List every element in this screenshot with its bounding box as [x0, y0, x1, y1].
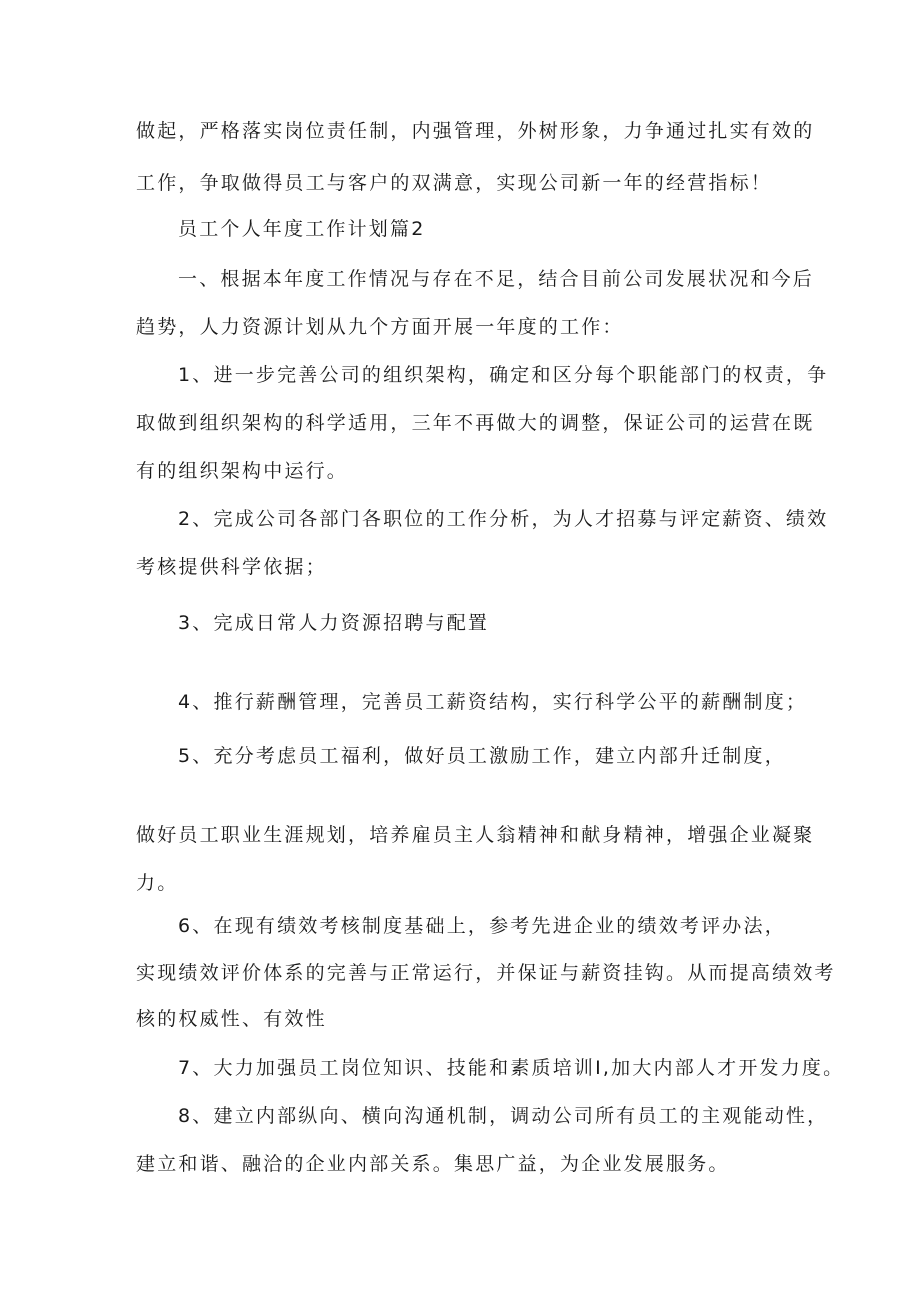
list-item-8: 8、建立内部纵向、横向沟通机制，调动公司所有员工的主观能动性， [178, 1105, 829, 1127]
text-line: 考核提供科学依据； [136, 556, 327, 578]
list-item-6: 6、在现有绩效考核制度基础上，参考先进企业的绩效考评办法， [178, 915, 786, 937]
text-line: 实现绩效评价体系的完善与正常运行，并保证与薪资挂钩。从而提高绩效考 [136, 962, 836, 984]
text-line: 工作，争取做得员工与客户的双满意，实现公司新一年的经营指标！ [136, 172, 773, 194]
list-item-7: 7、大力加强员工岗位知识、技能和素质培训I,加大内部人才开发力度。 [178, 1057, 845, 1079]
text-line: 核的权威性、有效性 [136, 1008, 327, 1030]
list-item-2: 2、完成公司各部门各职位的工作分析，为人才招募与评定薪资、绩效 [178, 508, 829, 530]
text-line: 力。 [136, 872, 179, 894]
text-line: 做起，严格落实岗位责任制，内强管理，外树形象，力争通过扎实有效的 [136, 120, 815, 142]
section-heading: 员工个人年度工作计划篇2 [178, 218, 426, 240]
text-line: 做好员工职业生涯规划，培养雇员主人翁精神和献身精神，增强企业凝聚 [136, 824, 815, 846]
list-item-4: 4、推行薪酬管理，完善员工薪资结构，实行科学公平的薪酬制度； [178, 691, 808, 713]
list-item-3: 3、完成日常人力资源招聘与配置 [178, 612, 490, 634]
text-line: 取做到组织架构的科学适用，三年不再做大的调整，保证公司的运营在既 [136, 412, 815, 434]
text-line: 有的组织架构中运行。 [136, 460, 349, 482]
text-line: 趋势，人力资源计划从九个方面开展一年度的工作： [136, 316, 624, 338]
text-line: 建立和谐、融洽的企业内部关系。集思广益，为企业发展服务。 [136, 1153, 730, 1175]
text-line: 一、根据本年度工作情况与存在不足，结合目前公司发展状况和今后 [178, 268, 815, 290]
list-item-5: 5、充分考虑员工福利，做好员工激励工作，建立内部升迁制度， [178, 745, 786, 767]
list-item-1: 1、进一步完善公司的组织架构，确定和区分每个职能部门的权责，争 [178, 364, 829, 386]
